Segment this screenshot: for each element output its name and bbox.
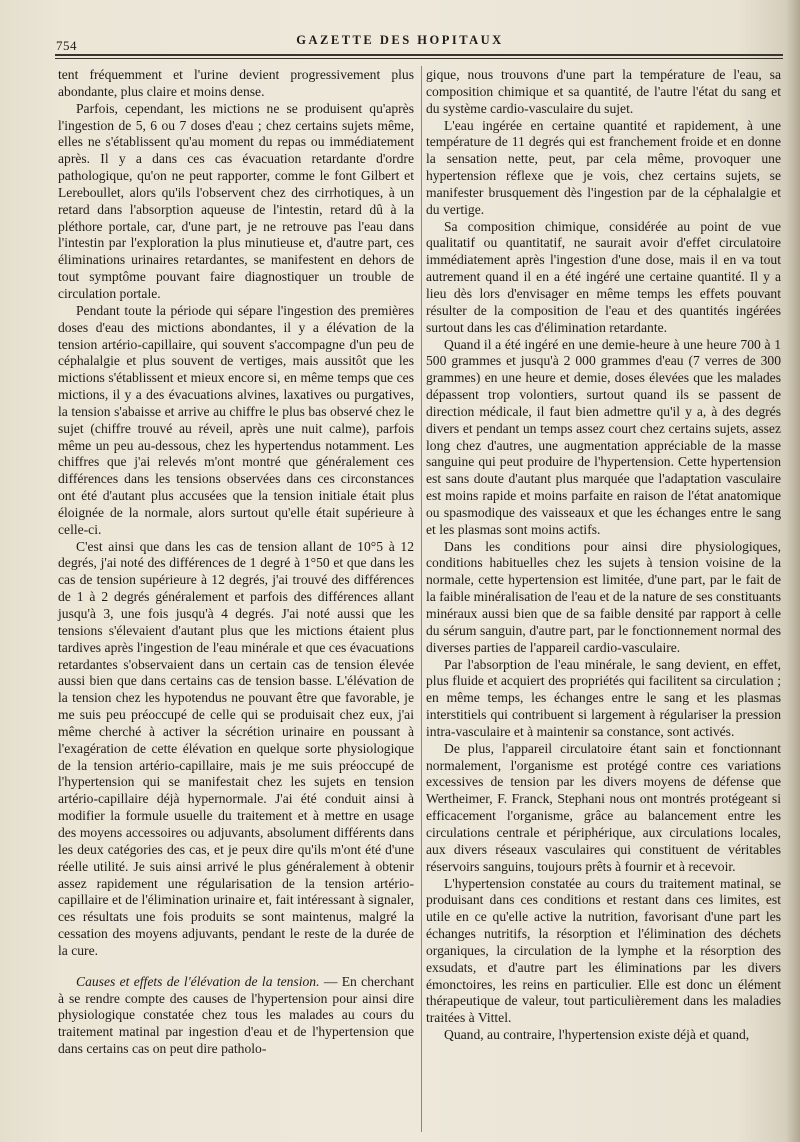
paragraph: Par l'absorption de l'eau minérale, le sang devient, en effet, plus fluide et acquiert des propriétés qui facilitent sa circulation ; en même temps, les échanges entre le sang et les plasmas interstitiels qui contribuent si largement à régulariser la pression intra-vasculaire et à maintenir sa constance, sont activés.	[426, 656, 781, 739]
paragraph: Quand il a été ingéré en une demie-heure à une heure 700 à 1 500 grammes et jusqu'à 2 000 grammes d'eau (7 verres de 300 grammes) en une heure et demie, doses élevées que les malades dépassent trop volontiers, surtout quand ils se passent de direction médicale, il faut bien admettre qu'il y a, à des degrés divers et pendant un temps assez court chez certains sujets, assez long chez d'autres, une augmentation appréciable de la masse sanguine qui peut produire de l'hypertension. Cette hypertension est sans doute d'autant plus marquée que l'adaptation vasculaire est moins rapide et moins parfaite en raison de l'état anatomique ou spasmodique des vaisseaux et que les échanges entre le sang et les plasmas sont moins actifs.	[426, 336, 781, 537]
paragraph: C'est ainsi que dans les cas de tension allant de 10°5 à 12 degrés, j'ai noté des différences de 1 degré à 1°50 et que dans les cas de tension supérieure à 12 degrés, j'ai trouvé des différences de 1 à 2 degrés généralement et parfois des différences allant jusqu'à 3, une fois jusqu'à 4 degrés. J'ai noté aussi que les tensions s'élevaient d'autant plus que les mictions étaient plus tardives après l'ingestion de l'eau minérale et que ces évacuations retardantes s'observaient dans un certain cas de tension élevée aussi bien que dans certains cas de tension basse. L'élévation de la tension chez les hypotendus ne pouvant être que favorable, je me suis peu préoccupé de celle qui se produisait chez eux, j'ai même cherché à activer la sécrétion urinaire en poussant à l'exagération de cette élévation en quelque sorte physiologique de la tension artério-capillaire, mais je me suis préoccupé de l'hypertension qui se manifestait chez les sujets en tension artério-capillaire déjà hypernormale. J'ai été conduit ainsi à modifier la formule usuelle du traitement et à mettre en usage des moyens accessoires ou adjuvants, absolument différents dans les deux catégories des cas, et je peux dire qu'ils m'ont été d'une réelle utilité. Je suis ainsi arrivé le plus généralement à obtenir assez rapidement une régularisation de la tension artério-capillaire et de l'élimination urinaire et, fait intéressant à signaler, ces résultats une fois produits se sont maintenus, malgré la cessation des moyens adjuvants, pendant le reste de la durée de la cure.	[58, 538, 414, 958]
header-rule	[55, 54, 783, 56]
paragraph: Pendant toute la période qui sépare l'ingestion des premières doses d'eau des mictions abondantes, il y a élévation de la tension artério-capillaire, qui souvent s'accompagne d'un peu de céphalalgie et plus souvent de vertiges, mais aussitôt que les mictions s'établissent et mieux encore si, en même temps que ces mictions, il y a des évacuations alvines, laxatives ou purgatives, la tension s'abaisse et arrive au chiffre le plus bas observé chez le sujet (chiffre trouvé au réveil, après une nuit calme), parfois même un peu au-dessous, chez les hypertendus notamment. Les chiffres que j'ai relevés m'ont montré que généralement ces différences dans les tensions observées dans ces circonstances ont été d'autant plus accusées que la tension initiale était plus éloignée de la normale, alors surtout qu'elle était supérieure à celle-ci.	[58, 302, 414, 537]
paragraph: Quand, au contraire, l'hypertension existe déjà et quand,	[444, 1027, 750, 1043]
section-text: — En cherchant à se rendre compte des causes de l'hypertension pour ainsi dire physiologique constatée chez tous les malades au cours du traitement matinal par ingestion d'eau et de l'hypertension que dans certains cas on peut dire patholo-	[58, 973, 415, 1057]
section-paragraph	[58, 974, 414, 1058]
paragraph: gique, nous trouvons d'une part la température de l'eau, sa composition chimique et sa quantité, de l'autre l'état du sang et du système cardio-vasculaire du sujet.	[426, 67, 781, 116]
paragraph: L'eau ingérée en certaine quantité et rapidement, à une température de 11 degrés qui est franchement froide et en donne la sensation nette, peut, par cela même, provoquer une hypertension réflexe que je vois, chez certains sujets, se manifester brusquement dès l'ingestion par de la céphalalgie et du vertige.	[426, 117, 781, 217]
paragraph: Parfois, cependant, les mictions ne se produisent qu'après l'ingestion de 5, 6 ou 7 doses d'eau ; chez certains sujets même, elles ne s'établissent qu'au moment du repas ou immédiatement après. Il y a dans ces cas évacuation retardante d'ordre pathologique, qu'on ne peut rapporter, comme le font Gilbert et Lereboullet, alors qu'ils l'observent chez des cirrhotiques, à un retard dans l'absorption aqueuse de l'intestin, retard dû à la pléthore portale, car, d'une part, je ne retrouve pas l'eau dans l'intestin par l'exploration la plus minutieuse et, d'autre part, ces éliminations urinaires retardantes, se manifestent en dehors de tout symptôme pouvant faire diagnostiquer un trouble de circulation portale.	[58, 100, 414, 301]
paragraph: Dans les conditions pour ainsi dire physiologiques, conditions habituelles chez les sujets à tension voisine de la normale, cette hypertension est limitée, d'une part, par le fait de la faible minéralisation de l'eau et de la nature de ses constituants minéraux aussi bien que de sa faible densité par rapport à celle du sérum sanguin, d'autre part, par le fonctionnement normal des diverses parties de l'appareil cardio-vasculaire.	[426, 538, 781, 655]
paragraph: tent fréquemment et l'urine devient progressivement plus abondante, plus claire et moins dense.	[58, 67, 414, 99]
page-edge-shadow	[786, 0, 800, 1142]
paragraph: De plus, l'appareil circulatoire étant sain et fonctionnant normalement, l'organisme est protégé contre ces variations excessives de tension par les divers moyens de défense que Wertheimer, F. Franck, Stephani nous ont montrés protégeant si efficacement l'organisme, grâce au balancement entre les circulations centrale et périphérique, aux circulations locales, aux divers réseaux vasculaires qui constituent de véritables réservoirs sanguins, toujours prêts à fournir et à recevoir.	[426, 740, 781, 874]
page-number: 754	[56, 38, 77, 53]
left-column	[58, 67, 414, 1058]
right-column	[426, 67, 781, 1044]
paragraph: L'hypertension constatée au cours du traitement matinal, se produisant dans ces conditions et restant dans ces limites, est utile en ce qu'elle active la nutrition, favorisant d'une part les échanges nutritifs, la résorption et l'élimination des déchets organiques, la circulation de la lymphe et la résorption des exsudats, et d'autre part les éliminations par les divers émonctoires, les reins en particulier. Elle est donc un élément thérapeutique de valeur, tout particulièrement dans les maladies traitées à Vittel.	[426, 875, 781, 1026]
header-rule-thin	[55, 58, 783, 59]
column-separator	[421, 66, 422, 1132]
section-title: Causes et effets de l'élévation de la tension.	[76, 973, 320, 989]
journal-title: GAZETTE DES HOPITAUX	[296, 33, 504, 47]
paragraph: Sa composition chimique, considérée au point de vue qualitatif ou quantitatif, ne saurait avoir d'effet circulatoire immédiatement après l'ingestion d'une dose, mais il en va tout autrement quand il en a été ingéré une certaine quantité. Il y a lieu dès lors d'envisager en même temps les effets pouvant résulter de la composition de l'eau et des quantités ingérées surtout dans les cas d'élimination retardante.	[426, 218, 781, 335]
